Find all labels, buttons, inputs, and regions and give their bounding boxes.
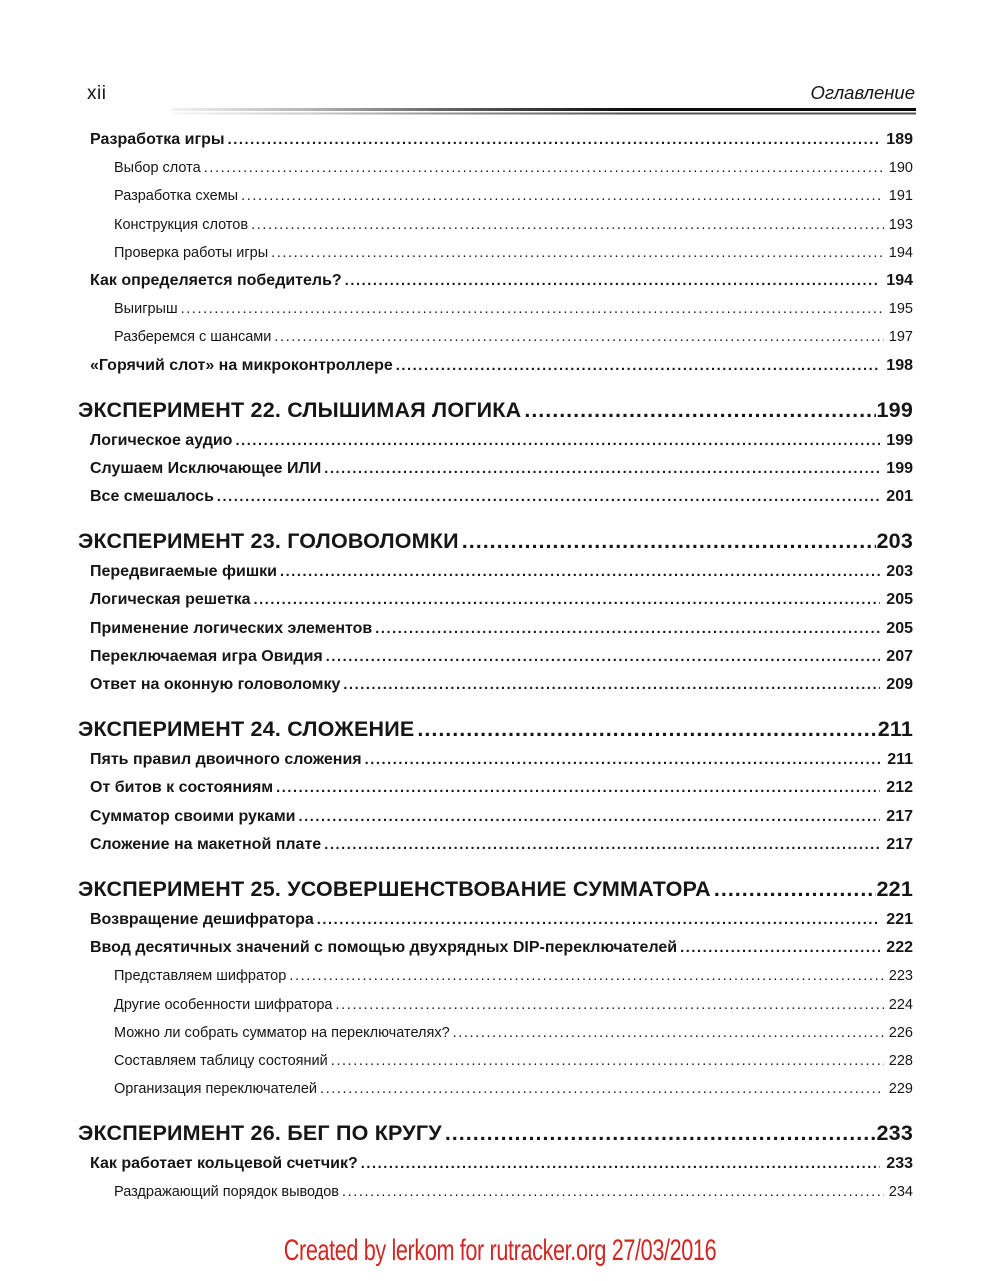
toc-entry-page: 229 (888, 1081, 913, 1098)
dot-leader (361, 1150, 881, 1178)
toc-entry-title: Разберемся с шансами (114, 329, 272, 346)
dot-leader (299, 803, 881, 831)
toc-entry (78, 671, 913, 699)
dot-leader (241, 182, 884, 210)
dot-leader (271, 239, 884, 267)
dot-leader (251, 211, 884, 239)
toc-entry-page: 207 (886, 647, 913, 665)
dot-leader (445, 1116, 876, 1150)
dot-leader (524, 393, 875, 427)
toc-chapter-row (78, 872, 913, 906)
toc-entry-title: Другие особенности шифратора (114, 996, 333, 1013)
dot-leader (181, 295, 884, 323)
dot-leader (217, 483, 880, 511)
running-head: Оглавление (810, 82, 915, 103)
dot-leader (289, 962, 883, 990)
dot-leader (228, 126, 881, 154)
toc-entry-title: Выигрыш (114, 301, 178, 318)
page-header (87, 82, 915, 105)
toc-entry-title: ЭКСПЕРИМЕНТ 23. ГОЛОВОЛОМКИ (78, 529, 459, 554)
toc-entry-title: Слушаем Исключающее ИЛИ (90, 459, 322, 477)
toc-entry (78, 962, 913, 990)
toc-entry (78, 1150, 913, 1178)
toc-entry-title: Передвигаемые фишки (90, 563, 278, 581)
dot-leader (324, 455, 880, 483)
toc-entry-title: Можно ли собрать сумматор на переключателях? (114, 1024, 450, 1041)
toc-entry-title: Как работает кольцевой счетчик? (90, 1155, 358, 1173)
toc-entry-page: 228 (888, 1052, 913, 1069)
toc-entry-page: 198 (886, 356, 913, 374)
dot-leader (324, 831, 880, 859)
dot-leader (235, 427, 880, 455)
dot-leader (375, 615, 880, 643)
toc-entry-page: 226 (888, 1024, 913, 1041)
toc-list (78, 126, 913, 1207)
dot-leader (254, 586, 881, 614)
toc-entry-title: Возвращение дешифратора (90, 910, 314, 928)
dot-leader (331, 1047, 884, 1075)
toc-entry-title: ЭКСПЕРИМЕНТ 25. УСОВЕРШЕНСТВОВАНИЕ СУММАТОРА (78, 876, 711, 901)
toc-entry-page: 194 (888, 244, 913, 261)
dot-leader (274, 323, 883, 351)
toc-entry-title: ЭКСПЕРИМЕНТ 22. СЛЫШИМАЯ ЛОГИКА (78, 397, 522, 422)
toc-entry-page: 199 (886, 431, 913, 449)
toc-entry-title: Организация переключателей (114, 1081, 318, 1098)
toc-entry (78, 643, 913, 671)
toc-entry-title: Ответ на оконную головоломку (90, 676, 341, 693)
toc-entry-title: Ввод десятичных значений с помощью двухрядных DIP-переключателей (90, 939, 678, 957)
toc-entry-title: Все смешалось (90, 488, 214, 506)
dot-leader (204, 154, 884, 182)
toc-entry (78, 1047, 913, 1075)
toc-entry-title: ЭКСПЕРИМЕНТ 24. СЛОЖЕНИЕ (78, 717, 415, 742)
toc-entry (78, 239, 913, 267)
dot-leader (680, 934, 880, 962)
dot-leader (276, 774, 880, 802)
toc-entry-page: 193 (888, 216, 913, 233)
toc-entry-title: «Горячий слот» на микроконтроллере (90, 356, 393, 374)
toc-entry (78, 803, 913, 831)
toc-entry-page: 233 (886, 1155, 913, 1173)
toc-entry-page: 189 (886, 131, 913, 148)
toc-entry-title: Логическое аудио (90, 431, 233, 449)
toc-entry-page: 190 (888, 160, 913, 177)
toc-entry-title: Логическая решетка (90, 591, 251, 609)
toc-entry-page: 197 (888, 329, 913, 346)
toc-entry-page: 191 (888, 188, 913, 205)
toc-entry-page: 224 (888, 996, 913, 1013)
dot-leader (320, 1075, 884, 1103)
watermark-text: Created by lerkom for rutracker.org 27/03/2016 (283, 1234, 717, 1267)
toc-entry-page: 217 (886, 807, 913, 825)
dot-leader (326, 643, 881, 671)
toc-entry-page: 211 (877, 717, 913, 742)
toc-entry (78, 906, 913, 934)
dot-leader (335, 991, 883, 1019)
dot-leader (417, 712, 876, 746)
toc-entry-page: 222 (886, 939, 913, 957)
dot-leader (462, 524, 876, 558)
toc-entry-page: 209 (886, 676, 913, 693)
dot-leader (317, 906, 881, 934)
dot-leader (342, 1178, 884, 1206)
toc-entry-title: Разработка схемы (114, 188, 239, 205)
toc-entry (78, 1019, 913, 1047)
toc-entry (78, 586, 913, 614)
toc-entry (78, 831, 913, 859)
toc-entry-page: 211 (887, 751, 913, 769)
toc-chapter-row (78, 524, 913, 558)
dot-leader (365, 746, 882, 774)
toc-entry-page: 194 (886, 271, 913, 289)
toc-entry-title: Разработка игры (90, 131, 225, 148)
dot-leader (343, 671, 880, 699)
toc-entry-page: 199 (886, 459, 913, 477)
toc-entry-title: Сумматор своими руками (90, 807, 296, 825)
toc-entry-title: Пять правил двоичного сложения (90, 751, 362, 769)
toc-entry-page: 199 (876, 397, 913, 422)
toc-entry-title: Раздражающий порядок выводов (114, 1184, 340, 1201)
toc-entry-page: 203 (886, 563, 913, 581)
toc-entry-page: 217 (886, 835, 913, 853)
toc-entry (78, 211, 913, 239)
toc-chapter-row (78, 712, 913, 746)
toc-entry-title: Представляем шифратор (114, 968, 287, 985)
header-rule (172, 108, 916, 116)
toc-entry-page: 205 (886, 619, 913, 637)
toc-entry-page: 233 (876, 1121, 913, 1146)
toc-chapter-row (78, 393, 913, 427)
toc-entry (78, 1178, 913, 1206)
toc-entry (78, 1075, 913, 1103)
page-folio: xii (87, 83, 107, 104)
toc-entry (78, 323, 913, 351)
toc-entry-title: Составляем таблицу состояний (114, 1052, 328, 1069)
toc-chapter-row (78, 1116, 913, 1150)
dot-leader (396, 352, 881, 380)
toc-entry (78, 182, 913, 210)
toc-entry-page: 223 (888, 968, 913, 985)
toc-entry-page: 195 (888, 301, 913, 318)
toc-entry-page: 203 (876, 529, 913, 554)
dot-leader (453, 1019, 884, 1047)
toc-entry (78, 352, 913, 380)
toc-entry-page: 221 (886, 910, 913, 928)
toc-entry (78, 267, 913, 295)
toc-entry (78, 154, 913, 182)
toc-entry-page: 221 (876, 876, 913, 901)
toc-entry (78, 455, 913, 483)
toc-entry-page: 205 (886, 591, 913, 609)
toc-entry (78, 746, 913, 774)
toc-entry-title: Сложение на макетной плате (90, 835, 322, 853)
toc-entry (78, 558, 913, 586)
toc-entry-title: Как определяется победитель? (90, 271, 342, 289)
toc-entry (78, 295, 913, 323)
toc-entry-title: Применение логических элементов (90, 619, 373, 637)
toc-entry-title: ЭКСПЕРИМЕНТ 26. БЕГ ПО КРУГУ (78, 1121, 442, 1146)
toc-entry (78, 774, 913, 802)
toc-entry (78, 126, 913, 154)
toc-entry-page: 212 (886, 779, 913, 797)
toc-entry (78, 483, 913, 511)
toc-entry-page: 201 (886, 488, 913, 506)
toc-entry-title: Переключаемая игра Овидия (90, 647, 323, 665)
toc-entry-title: От битов к состояниям (90, 779, 274, 797)
toc-entry-title: Выбор слота (114, 160, 201, 177)
toc-entry (78, 934, 913, 962)
toc-entry (78, 427, 913, 455)
toc-entry-title: Проверка работы игры (114, 244, 269, 261)
toc-entry-page: 234 (888, 1184, 913, 1201)
dot-leader (345, 267, 881, 295)
dot-leader (280, 558, 880, 586)
toc-entry-title: Конструкция слотов (114, 216, 249, 233)
dot-leader (714, 872, 876, 906)
toc-entry (78, 615, 913, 643)
toc-entry (78, 991, 913, 1019)
